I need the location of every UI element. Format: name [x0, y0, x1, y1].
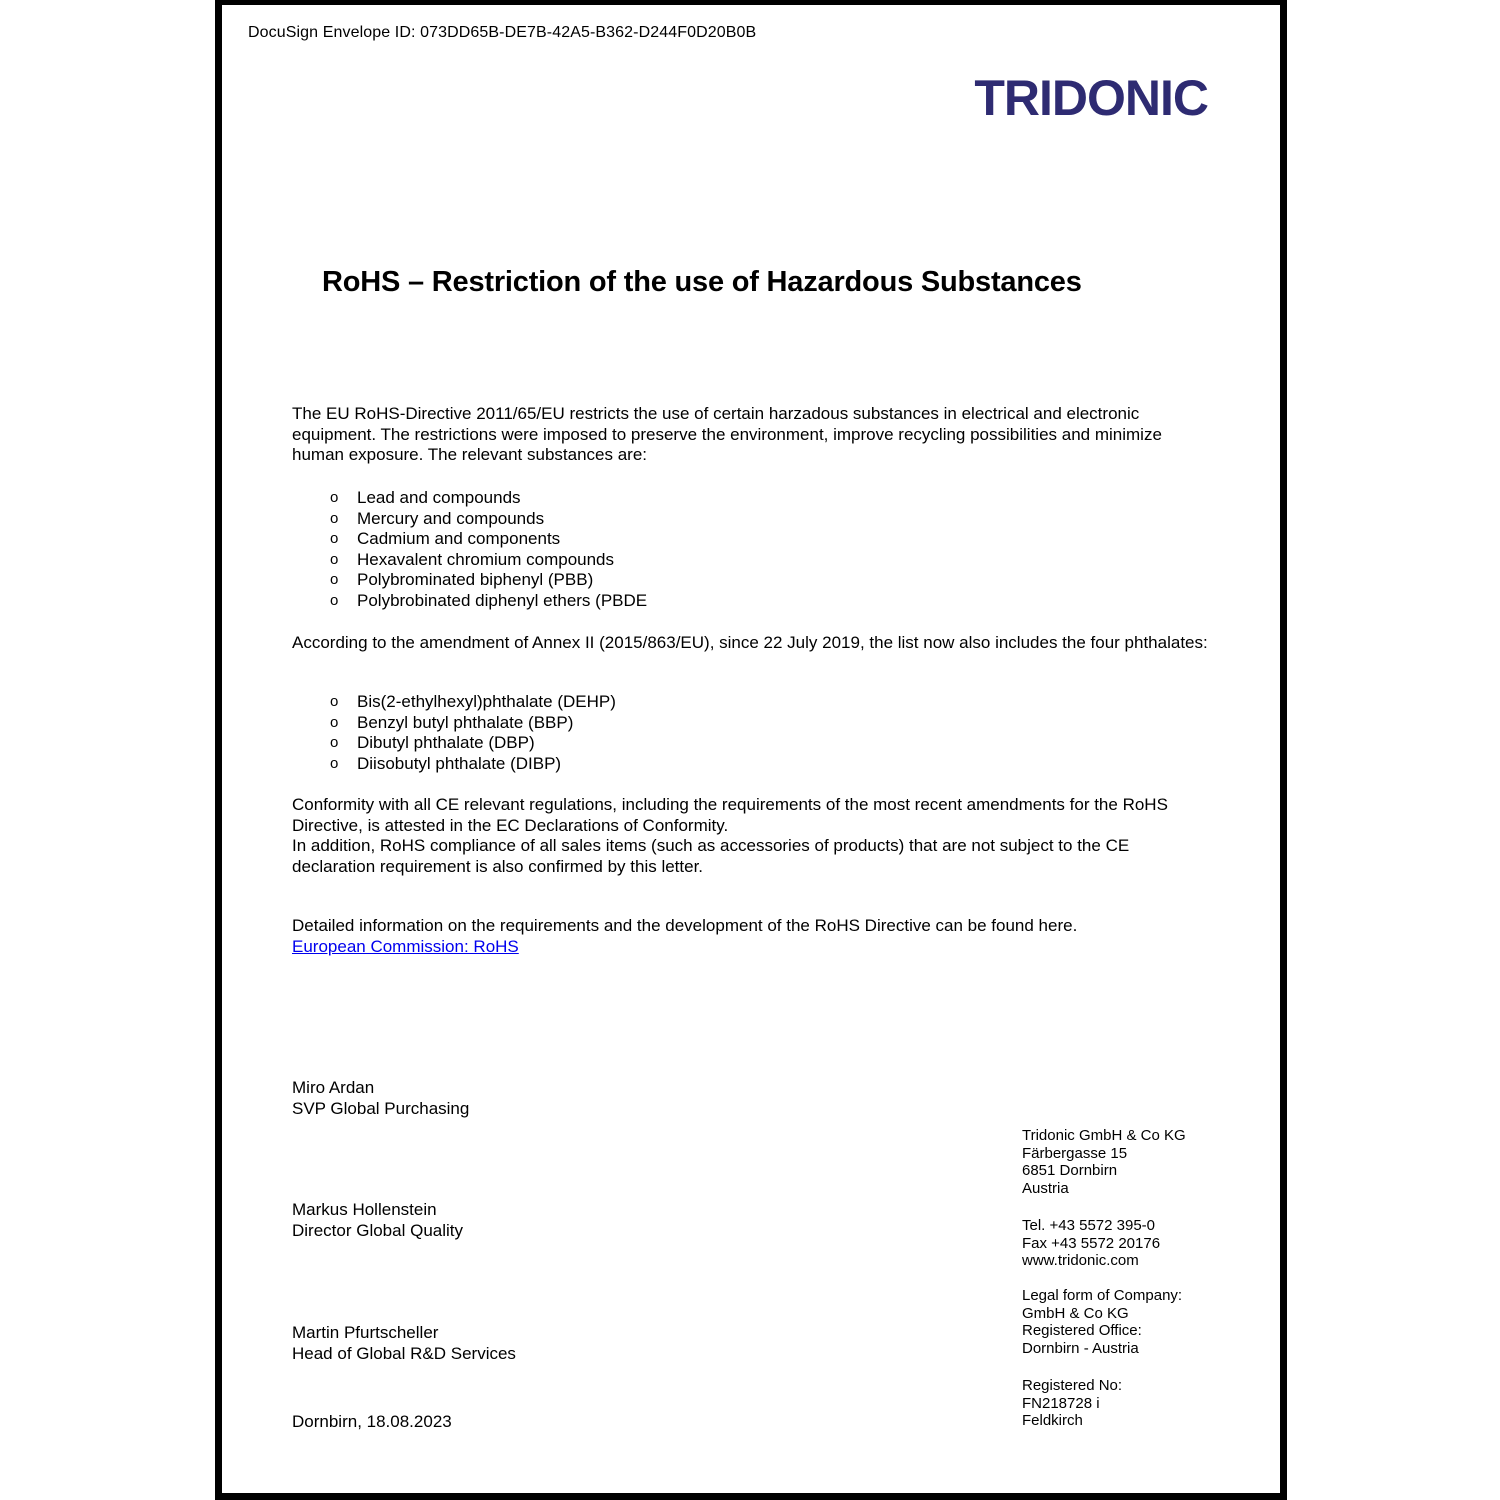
- list-item-label: Polybrominated biphenyl (PBB): [357, 570, 594, 589]
- registered-office-value: Dornbirn - Austria: [1022, 1339, 1139, 1357]
- circle-bullet-icon: o: [330, 509, 339, 527]
- list-item-label: Bis(2-ethylhexyl)phthalate (DEHP): [357, 692, 616, 711]
- circle-bullet-icon: o: [330, 489, 339, 506]
- list-item-label: Lead and compounds: [357, 488, 521, 507]
- place-and-date: Dornbirn, 18.08.2023: [292, 1412, 452, 1431]
- company-country: Austria: [1022, 1179, 1069, 1197]
- list-item-label: Dibutyl phthalate (DBP): [357, 733, 535, 752]
- signatory-title: Director Global Quality: [292, 1221, 464, 1240]
- document-page: [215, 0, 1287, 1500]
- circle-bullet-icon: o: [330, 571, 339, 588]
- signatory-block: [292, 1199, 463, 1241]
- tridonic-logo: TRIDONIC: [974, 70, 1208, 126]
- list-item: [292, 550, 1208, 571]
- list-item: [292, 733, 1208, 754]
- circle-bullet-icon: o: [330, 550, 339, 568]
- page-title: RoHS – Restriction of the use of Hazardous Substances: [322, 266, 1082, 298]
- circle-bullet-icon: o: [330, 530, 339, 547]
- circle-bullet-icon: o: [330, 693, 339, 710]
- company-city: 6851 Dornbirn: [1022, 1162, 1118, 1180]
- company-street: Färbergasse 15: [1022, 1144, 1128, 1162]
- registry-court: Feldkirch: [1022, 1412, 1083, 1430]
- list-item: [292, 692, 1208, 713]
- list-item: [292, 488, 1208, 509]
- company-registry-block: [1022, 1377, 1282, 1430]
- intro-paragraph: The EU RoHS-Directive 2011/65/EU restricts the use of certain harzadous substances in electrical and electronic equipment. The restrictions were imposed to preserve the environment, improve recycling possibilities and minimize human exposure. The relevant substances are:: [292, 404, 1162, 464]
- list-item-label: Mercury and compounds: [357, 508, 545, 528]
- company-legal-block: [1022, 1287, 1282, 1357]
- list-item-label: Benzyl butyl phthalate (BBP): [357, 712, 574, 732]
- signatory-block: [292, 1322, 516, 1364]
- signatory-title: Head of Global R&D Services: [292, 1344, 516, 1363]
- list-item: [292, 509, 1208, 530]
- european-commission-rohs-link[interactable]: European Commission: RoHS: [292, 936, 519, 956]
- registered-no-label: Registered No:: [1022, 1377, 1123, 1394]
- company-website: www.tridonic.com: [1022, 1252, 1139, 1270]
- signatory-name: Martin Pfurtscheller: [292, 1323, 439, 1342]
- phthalates-list: [292, 692, 1208, 774]
- registered-office-label: Registered Office:: [1022, 1322, 1142, 1340]
- list-item-label: Diisobutyl phthalate (DIBP): [357, 753, 562, 773]
- conformity-paragraph: [292, 795, 1208, 877]
- circle-bullet-icon: o: [330, 713, 339, 731]
- circle-bullet-icon: o: [330, 591, 339, 609]
- amendment-paragraph: According to the amendment of Annex II (2015/863/EU), since 22 July 2019, the list now also includes the four phthalates:: [292, 633, 1208, 652]
- circle-bullet-icon: o: [330, 754, 339, 772]
- list-item: [292, 591, 1208, 612]
- details-paragraph: [292, 916, 1208, 957]
- list-item-label: Cadmium and components: [357, 529, 561, 548]
- conformity-line-1: Conformity with all CE relevant regulations, including the requirements of the most recent amendments for the RoHS Directive, is attested in the EC Declarations of Conformity.: [292, 795, 1168, 835]
- list-item-label: Hexavalent chromium compounds: [357, 549, 615, 569]
- list-item: [292, 570, 1208, 591]
- company-address-block: [1022, 1127, 1282, 1197]
- substances-list: [292, 488, 1208, 611]
- conformity-line-2: In addition, RoHS compliance of all sales items (such as accessories of products) that are not subject to the CE declaration requirement is also confirmed by this letter.: [292, 836, 1130, 876]
- circle-bullet-icon: o: [330, 734, 339, 751]
- signatory-name: Miro Ardan: [292, 1078, 375, 1097]
- list-item: [292, 529, 1208, 550]
- company-name: Tridonic GmbH & Co KG: [1022, 1127, 1186, 1144]
- list-item: [292, 754, 1208, 775]
- signatory-title: SVP Global Purchasing: [292, 1099, 470, 1118]
- legal-form-value: GmbH & Co KG: [1022, 1304, 1129, 1322]
- signatory-block: [292, 1077, 469, 1119]
- company-contact-block: [1022, 1217, 1282, 1270]
- list-item-label: Polybrobinated diphenyl ethers (PBDE: [357, 590, 648, 610]
- company-fax: Fax +43 5572 20176: [1022, 1234, 1161, 1252]
- list-item: [292, 713, 1208, 734]
- company-phone: Tel. +43 5572 395-0: [1022, 1217, 1156, 1234]
- registered-no-value: FN218728 i: [1022, 1394, 1100, 1412]
- docusign-envelope-id: DocuSign Envelope ID: 073DD65B-DE7B-42A5-B362-D244F0D20B0B: [248, 24, 757, 41]
- legal-form-label: Legal form of Company:: [1022, 1287, 1183, 1304]
- details-text: Detailed information on the requirements and the development of the RoHS Directive can be found here.: [292, 916, 1078, 935]
- signatory-name: Markus Hollenstein: [292, 1200, 437, 1219]
